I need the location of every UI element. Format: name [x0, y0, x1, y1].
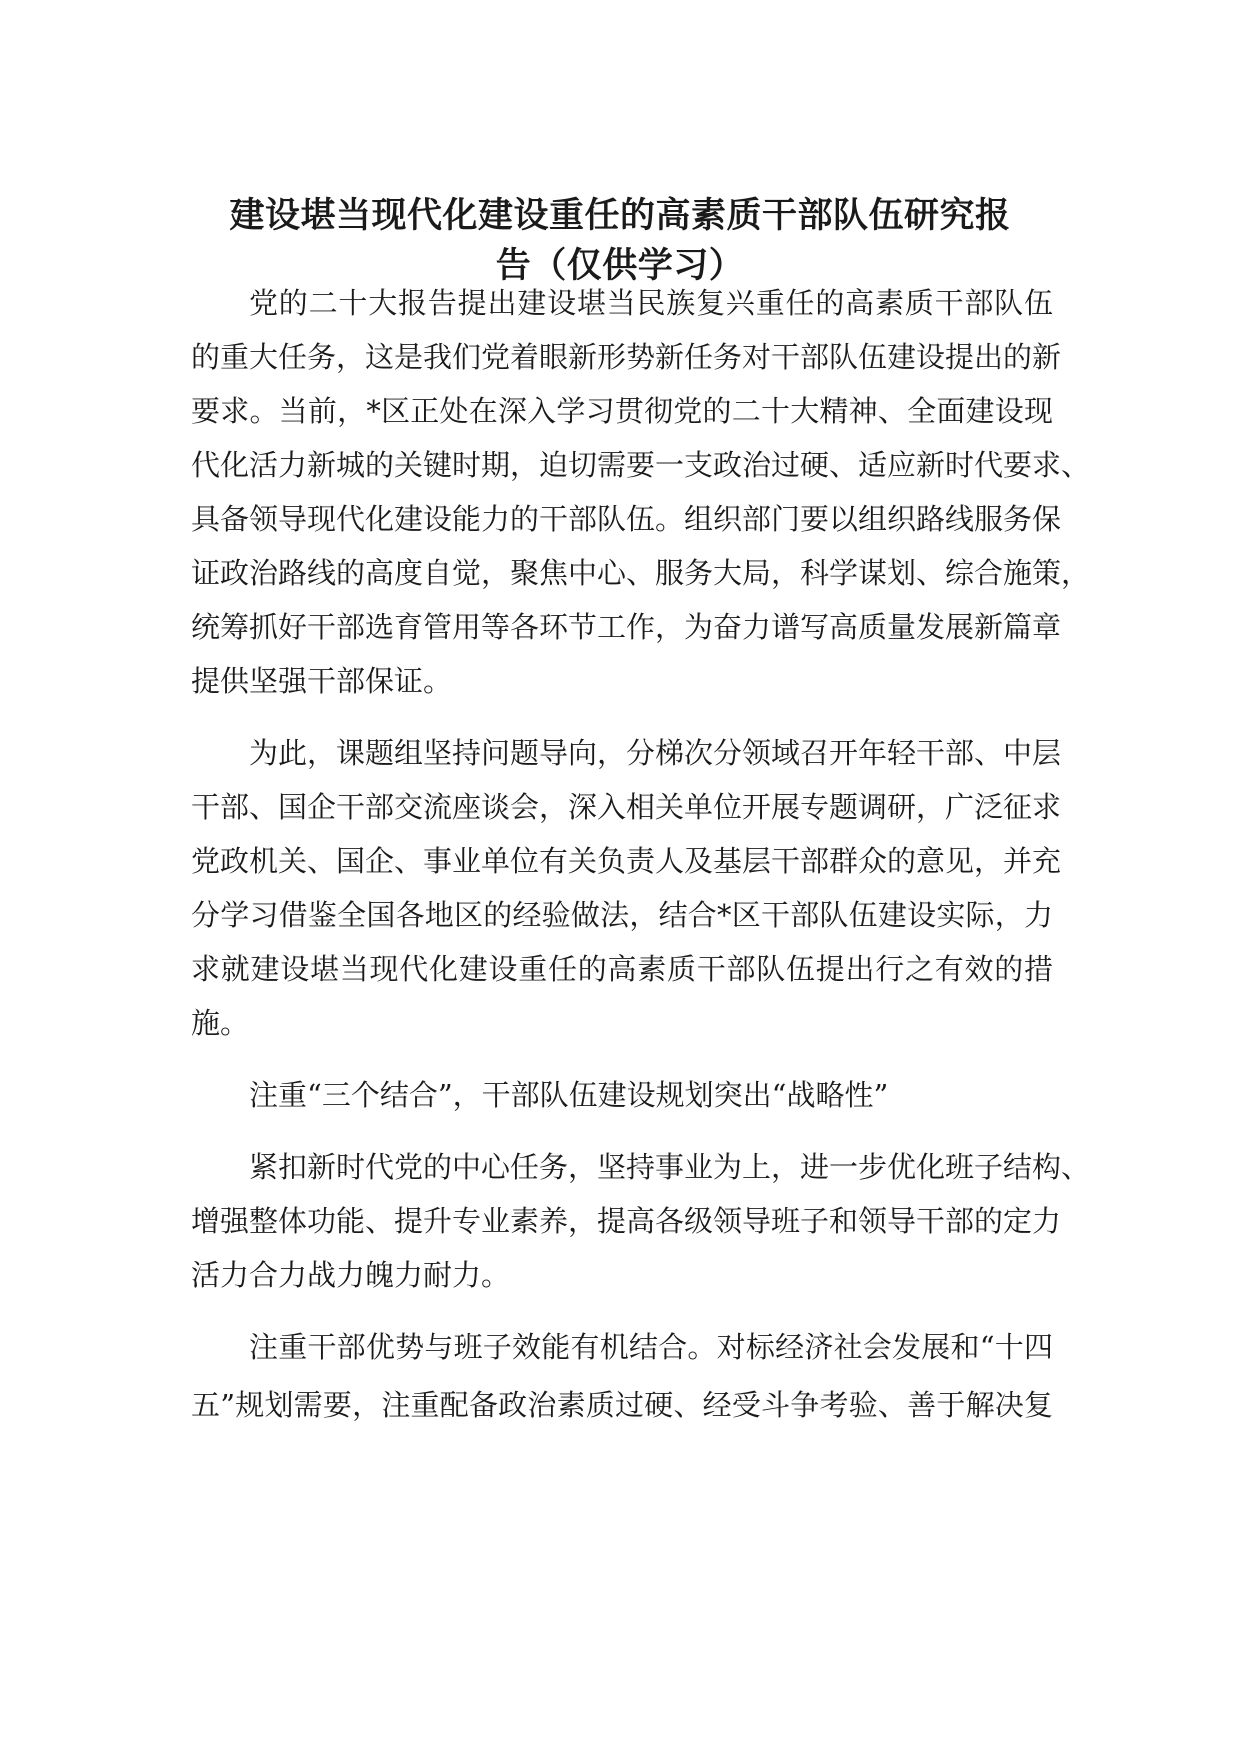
- paragraph-line: 提供坚强干部保证。: [191, 664, 453, 698]
- paragraph-line: 统筹抓好干部选育管用等各环节工作，为奋力谱写高质量发展新篇章: [191, 610, 1062, 644]
- paragraph-line: 五”规划需要，注重配备政治素质过硬、经受斗争考验、善于解决复: [191, 1388, 1053, 1422]
- paragraph-line: 为此，课题组坚持问题导向，分梯次分领域召开年轻干部、中层: [249, 736, 1062, 770]
- paragraph-line: 具备领导现代化建设能力的干部队伍。组织部门要以组织路线服务保: [191, 502, 1062, 536]
- paragraph-line: 注重干部优势与班子效能有机结合。对标经济社会发展和“十四: [249, 1330, 1053, 1364]
- paragraph-line: 增强整体功能、提升专业素养，提高各级领导班子和领导干部的定力: [191, 1204, 1062, 1238]
- paragraph-line: 分学习借鉴全国各地区的经验做法，结合*区干部队伍建设实际，力: [191, 898, 1053, 932]
- document-title-line-1: 建设堪当现代化建设重任的高素质干部队伍研究报: [229, 196, 1011, 236]
- document-title-line-2: 告（仅供学习）: [495, 246, 745, 286]
- paragraph-line: 党政机关、国企、事业单位有关负责人及基层干部群众的意见，并充: [191, 844, 1062, 878]
- paragraph-line: 证政治路线的高度自觉，聚焦中心、服务大局，科学谋划、综合施策，: [191, 556, 1091, 590]
- paragraph-line: 紧扣新时代党的中心任务，坚持事业为上，进一步优化班子结构、: [249, 1150, 1091, 1184]
- paragraph-line: 党的二十大报告提出建设堪当民族复兴重任的高素质干部队伍: [249, 286, 1053, 320]
- paragraph-line: 干部、国企干部交流座谈会，深入相关单位开展专题调研，广泛征求: [191, 790, 1062, 824]
- paragraph-line: 的重大任务，这是我们党着眼新形势新任务对干部队伍建设提出的新: [191, 340, 1062, 374]
- paragraph-line: 要求。当前，*区正处在深入学习贯彻党的二十大精神、全面建设现: [191, 394, 1053, 428]
- paragraph-line: 求就建设堪当现代化建设重任的高素质干部队伍提出行之有效的措: [191, 952, 1053, 986]
- paragraph-line: 施。: [191, 1006, 250, 1040]
- section-heading-text: 注重“三个结合”，干部队伍建设规划突出“战略性”: [249, 1078, 889, 1112]
- paragraph-line: 活力合力战力魄力耐力。: [191, 1258, 511, 1292]
- paragraph-line: 代化活力新城的关键时期，迫切需要一支政治过硬、适应新时代要求、: [191, 448, 1091, 482]
